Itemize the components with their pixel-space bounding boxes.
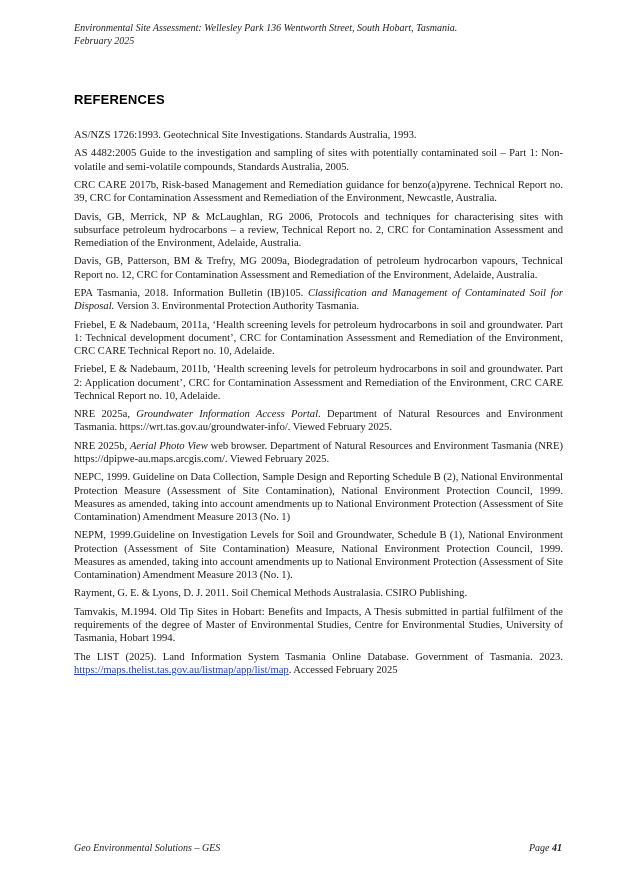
- reference-item: Davis, GB, Patterson, BM & Trefry, MG 2009a, Biodegradation of petroleum hydrocarbon vapours, Technical Report no. 12, CRC for Contamination Assessment and Remediation of the Environment, Adelaide, Australia.: [74, 256, 563, 281]
- reference-title: Classification and Management of Contaminated Soil for Disposal.: [74, 287, 563, 313]
- reference-item: AS 4482:2005 Guide to the investigation and sampling of sites with potentially contaminated soil – Part 1: Non-volatile and semi-volatile compounds, Standards Australia, 2005.: [74, 148, 563, 173]
- page-number: 41: [552, 843, 562, 854]
- page-header: [74, 22, 574, 48]
- reference-item: Friebel, E & Nadebaum, 2011a, ‘Health screening levels for petroleum hydrocarbons in soil and groundwater. Part 1: Technical development document’, CRC for Contamination Assessment and Remediation of the Environment, CRC CARE Technical Report no. 10, Adelaide.: [74, 319, 563, 357]
- reference-item: The LIST (2025). Land Information System Tasmania Online Database. Government of Tasmania. 2023. https://maps.thelist.tas.gov.au/listmap/app/list/map. Accessed February 2025: [74, 651, 563, 676]
- reference-list: [74, 129, 563, 682]
- reference-item: CRC CARE 2017b, Risk-based Management and Remediation guidance for benzo(a)pyrene. Technical Report no. 39, CRC for Contamination Assessment and Remediation of the Environment, Newcastle, Australia.: [74, 179, 563, 205]
- header-date: February 2025: [74, 36, 135, 47]
- reference-title: Groundwater Information Access Portal: [136, 409, 319, 421]
- reference-item: NRE 2025b, Aerial Photo View web browser. Department of Natural Resources and Environment Tasmania (NRE) https://dpipwe-au.maps.arcgis.com/. Viewed February 2025.: [74, 440, 563, 465]
- reference-item: NRE 2025a, Groundwater Information Access Portal. Department of Natural Resources and Environment Tasmania. https://wrt.tas.gov.au/groundwater-info/. Viewed February 2025.: [74, 409, 563, 434]
- footer-page: Page 41: [528, 843, 562, 854]
- reference-title: Aerial Photo View: [129, 440, 208, 452]
- header-title: Environmental Site Assessment: Wellesley Park 136 Wentworth Street, South Hobart, Tasmania.: [74, 23, 458, 34]
- section-heading: REFERENCES: [74, 92, 165, 107]
- reference-item: Tamvakis, M.1994. Old Tip Sites in Hobart: Benefits and Impacts, A Thesis submitted in partial fulfilment of the requirements of the degree of Master of Environmental Studies, Centre for Environmental Studies, University of Tasmania, Hobart 1994.: [74, 606, 563, 645]
- reference-item: NEPM, 1999.Guideline on Investigation Levels for Soil and Groundwater, Schedule B (1), National Environment Protection (Assessment of Site Contamination) Measure, National Environment Protection Council, 1999. Measures as amended, taking into account amendments up to National Environment Protection (Assessment of Site Contamination) Amendment Measure 2013 (No. 1).: [74, 530, 563, 581]
- footer-company: Geo Environmental Solutions – GES: [74, 843, 221, 854]
- reference-item: Davis, GB, Merrick, NP & McLaughlan, RG 2006, Protocols and techniques for characterising sites with subsurface petroleum hydrocarbons – a review, Technical Report no. 2, CRC for Contamination Assessment and Remediation of the Environment, Adelaide, Australia.: [74, 211, 563, 249]
- reference-item: AS/NZS 1726:1993. Geotechnical Site Investigations. Standards Australia, 1993.: [74, 130, 417, 141]
- reference-item: NEPC, 1999. Guideline on Data Collection, Sample Design and Reporting Schedule B (2), National Environmental Protection Measure (Assessment of Site Contamination), National Environment Protection Council, 1999. Measures as amended, taking into account amendments up to National Environment Protection (Assessment of Site Contamination) Amendment Measure 2013 (No. 1): [74, 472, 563, 523]
- thelist-map-link[interactable]: https://maps.thelist.tas.gov.au/listmap/app/list/map: [74, 664, 289, 676]
- reference-item: Rayment, G. E. & Lyons, D. J. 2011. Soil Chemical Methods Australasia. CSIRO Publishing.: [74, 588, 468, 600]
- reference-item: Friebel, E & Nadebaum, 2011b, ‘Health screening levels for petroleum hydrocarbons in soil and groundwater. Part 2: Application document’, CRC for Contamination Assessment and Remediation of the Environment, CRC CARE Technical Report no. 10, Adelaide.: [74, 364, 563, 402]
- reference-item: EPA Tasmania, 2018. Information Bulletin (IB)105. Classification and Management of Contaminated Soil for Disposal. Version 3. Environmental Protection Authority Tasmania.: [74, 287, 563, 313]
